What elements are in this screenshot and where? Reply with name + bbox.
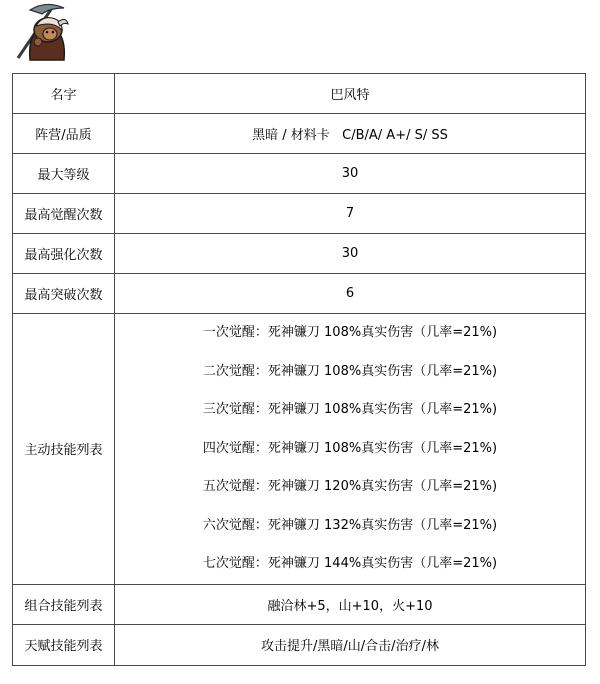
label-talent-skills: 天赋技能列表 bbox=[13, 624, 115, 665]
row-max-level bbox=[13, 154, 586, 194]
value-max-level: 30 bbox=[115, 154, 586, 194]
skill-item: 三次觉醒：死神镰刀 108%真实伤害（几率=21%) bbox=[202, 402, 498, 417]
row-max-awaken bbox=[13, 194, 586, 234]
value-name: 巴风特 bbox=[115, 74, 586, 114]
skill-item: 六次觉醒：死神镰刀 132%真实伤害（几率=21%) bbox=[202, 517, 498, 533]
label-max-breakthrough: 最高突破次数 bbox=[13, 274, 115, 314]
row-active-skills bbox=[13, 314, 586, 585]
value-max-awaken: 7 bbox=[115, 194, 586, 234]
row-faction-quality bbox=[13, 114, 586, 154]
value-talent-skills: 攻击提升/黑暗/山/合击/治疗/林 bbox=[115, 624, 586, 665]
skill-item: 四次觉醒：死神镰刀 108%真实伤害（几率=21%) bbox=[202, 440, 498, 456]
value-max-enhance: 30 bbox=[115, 234, 586, 274]
label-max-enhance: 最高强化次数 bbox=[13, 234, 115, 274]
row-name bbox=[13, 74, 586, 114]
character-portrait-icon bbox=[12, 2, 74, 62]
label-faction-quality: 阵营/品质 bbox=[13, 114, 115, 154]
active-skills-list bbox=[115, 314, 586, 585]
row-max-breakthrough bbox=[13, 274, 586, 314]
skill-item: 五次觉醒：死神镰刀 120%真实伤害（几率=21%) bbox=[202, 479, 498, 494]
row-talent-skills bbox=[13, 624, 586, 665]
row-combo-skills bbox=[13, 584, 586, 624]
card-info-table bbox=[12, 73, 586, 666]
label-max-awaken: 最高觉醒次数 bbox=[13, 194, 115, 234]
value-combo-skills: 融洽林+5，山+10，火+10 bbox=[115, 584, 586, 624]
value-faction-quality: 黑暗 / 材料卡 C/B/A/ A+/ S/ SS bbox=[115, 114, 586, 154]
label-combo-skills: 组合技能列表 bbox=[13, 584, 115, 624]
skill-item: 二次觉醒：死神镰刀 108%真实伤害（几率=21%) bbox=[202, 363, 498, 379]
label-max-level: 最大等级 bbox=[13, 154, 115, 194]
row-max-enhance bbox=[13, 234, 586, 274]
skill-item: 七次觉醒：死神镰刀 144%真实伤害（几率=21%) bbox=[202, 556, 498, 571]
label-active-skills: 主动技能列表 bbox=[13, 314, 115, 585]
skill-item: 一次觉醒：死神镰刀 108%真实伤害（几率=21%) bbox=[202, 325, 498, 340]
label-name: 名字 bbox=[13, 74, 115, 114]
value-max-breakthrough: 6 bbox=[115, 274, 586, 314]
